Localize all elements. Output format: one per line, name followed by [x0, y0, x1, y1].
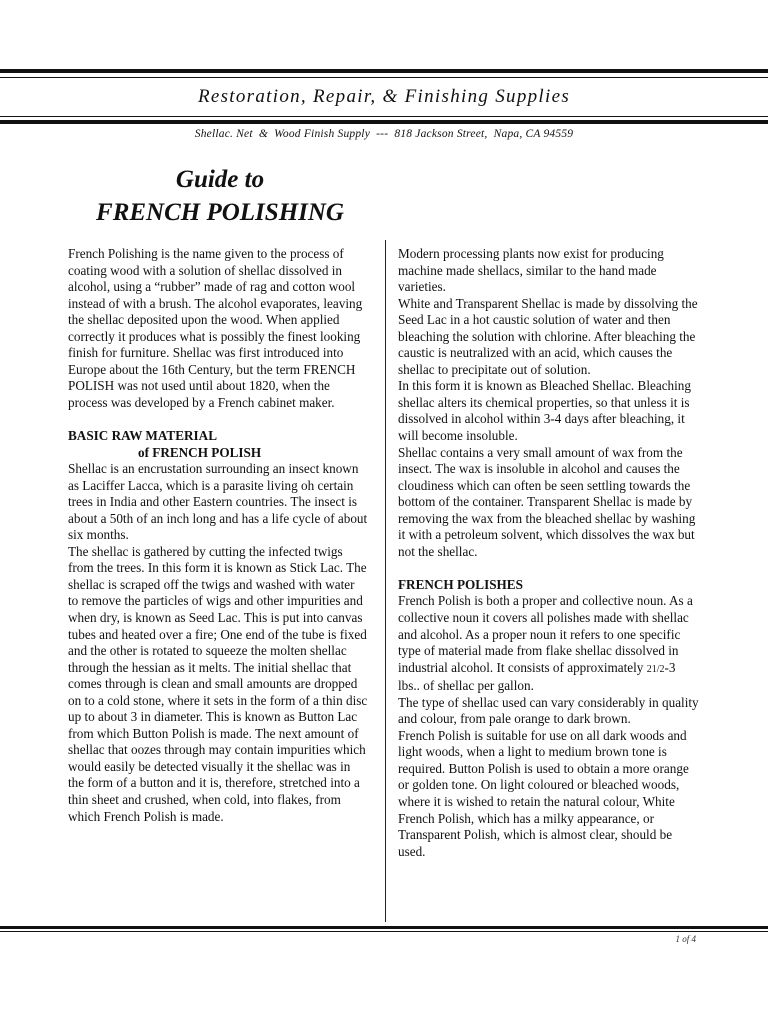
paragraph: In this form it is known as Bleached Shellac. Bleaching shellac alters its chemical properties, so that unless it is dissolved in alcohol within 3-4 days after bleaching, it will become insoluble. [398, 378, 691, 444]
bottom-rule-thick [0, 926, 768, 929]
guide-title-line1: Guide to [175, 166, 265, 193]
page-number: 1 of 4 [675, 934, 696, 944]
top-rule-thin [0, 77, 768, 78]
paragraph: French Polish is suitable for use on all dark woods and light woods, when a light to medium brown tone is required. Button Polish is used to obtain a more orange or golden tone. On light coloured or bleached woods, where it is wished to retain the natural colour, White French Polish, which has a milky appearance, or Transparent Polish, which is almost clear, should be used. [398, 727, 689, 859]
paragraph: Shellac contains a very small amount of wax from the insect. The wax is insoluble in alcohol and causes the cloudiness which can often be seen settling towards the bottom of the container. Transparent Shellac is made by removing the wax from the bleached shellac by washing it with a petroleum solvent, which dissolves the wax but not the shellac. [398, 444, 696, 559]
column-divider [385, 240, 386, 922]
paragraph [398, 593, 700, 694]
guide-title [70, 163, 370, 229]
bottom-rule-thin [0, 931, 768, 932]
paragraph: Shellac is an encrustation surrounding an insect known as Laciffer Lacca, which is a parasite living oh certain trees in India and other Eastern countries. The insect is about a 50th of an inch long and has a life cycle of about six months. [68, 461, 368, 543]
right-column [398, 246, 700, 860]
address-line: Shellac. Net & Wood Finish Supply --- 818 Jackson Street, Napa, CA 94559 [194, 128, 574, 140]
paragraph: The type of shellac used can vary considerably in quality and colour, from pale orange to dark brown. [398, 694, 699, 727]
fraction-text: 21/2 [646, 663, 665, 675]
left-column [68, 246, 368, 825]
top-rule-thick [0, 69, 768, 73]
header-rule-thick [0, 120, 768, 124]
paragraph: The shellac is gathered by cutting the infected twigs from the trees. In this form it is known as Stick Lac. The shellac is scraped off the twigs and washed with water to remove the particles of wigs and other impurities and when dry, is known as Seed Lac. This is put into canvas tubes and heated over a fire; One end of the tube is fixed and the other is rotated to squeeze the molten shellac through the hessian as it melts. The initial shellac that comes through is clean and small amounts are dropped on to a cold stone, where it sets in the form of a thin disc up to about 3 in diameter. This is known as Button Lac from which Button Polish is made. The next amount of shellac that oozes through may contain impurities which would easily be detected visually it the shellac was in the form of a button and it is, therefore, stretched into a thin sheet and crushed, when cold, into flakes, from which French Polish is made. [68, 543, 368, 824]
paragraph: White and Transparent Shellac is made by dissolving the Seed Lac in a hot caustic solution of water and then bleaching the solution with chlorine. After bleaching the caustic is neutralized with an acid, which causes the shellac to precipitate out of solution. [398, 295, 698, 377]
header-title: Restoration, Repair, & Finishing Supplies [197, 86, 571, 107]
guide-title-line2: FRENCH POLISHING [96, 199, 344, 226]
section-heading-raw-material: BASIC RAW MATERIAL [68, 427, 217, 443]
section-heading-raw-material-sub: of FRENCH POLISH [138, 444, 262, 460]
paragraph-text: -3 lbs.. of shellac per gallon. [398, 659, 676, 694]
header-rule-thin [0, 116, 768, 117]
intro-paragraph: French Polishing is the name given to the process of coating wood with a solution of shellac dissolved in alcohol, using a “rubber” made of rag and cotton wool instead of with a brush. The alcohol evaporates, leaving the shellac deposited upon the wood. When applied correctly it produces what is possibly the finest looking finish for furniture. Shellac was first introduced into Europe about the 16th Century, but the term FRENCH POLISH was not used until about 1820, when the process was developed by a French cabinet maker. [68, 246, 363, 410]
section-heading-french-polishes: FRENCH POLISHES [398, 576, 523, 592]
paragraph: Modern processing plants now exist for producing machine made shellacs, similar to the hand made varieties. [398, 246, 664, 295]
paragraph-text: French Polish is both a proper and collective noun. As a collective noun it covers all polishes made with shellac and alcohol. As a proper noun it refers to one specific type of material made from flake shellac dissolved in industrial alcohol. It consists of approximately [398, 593, 693, 675]
